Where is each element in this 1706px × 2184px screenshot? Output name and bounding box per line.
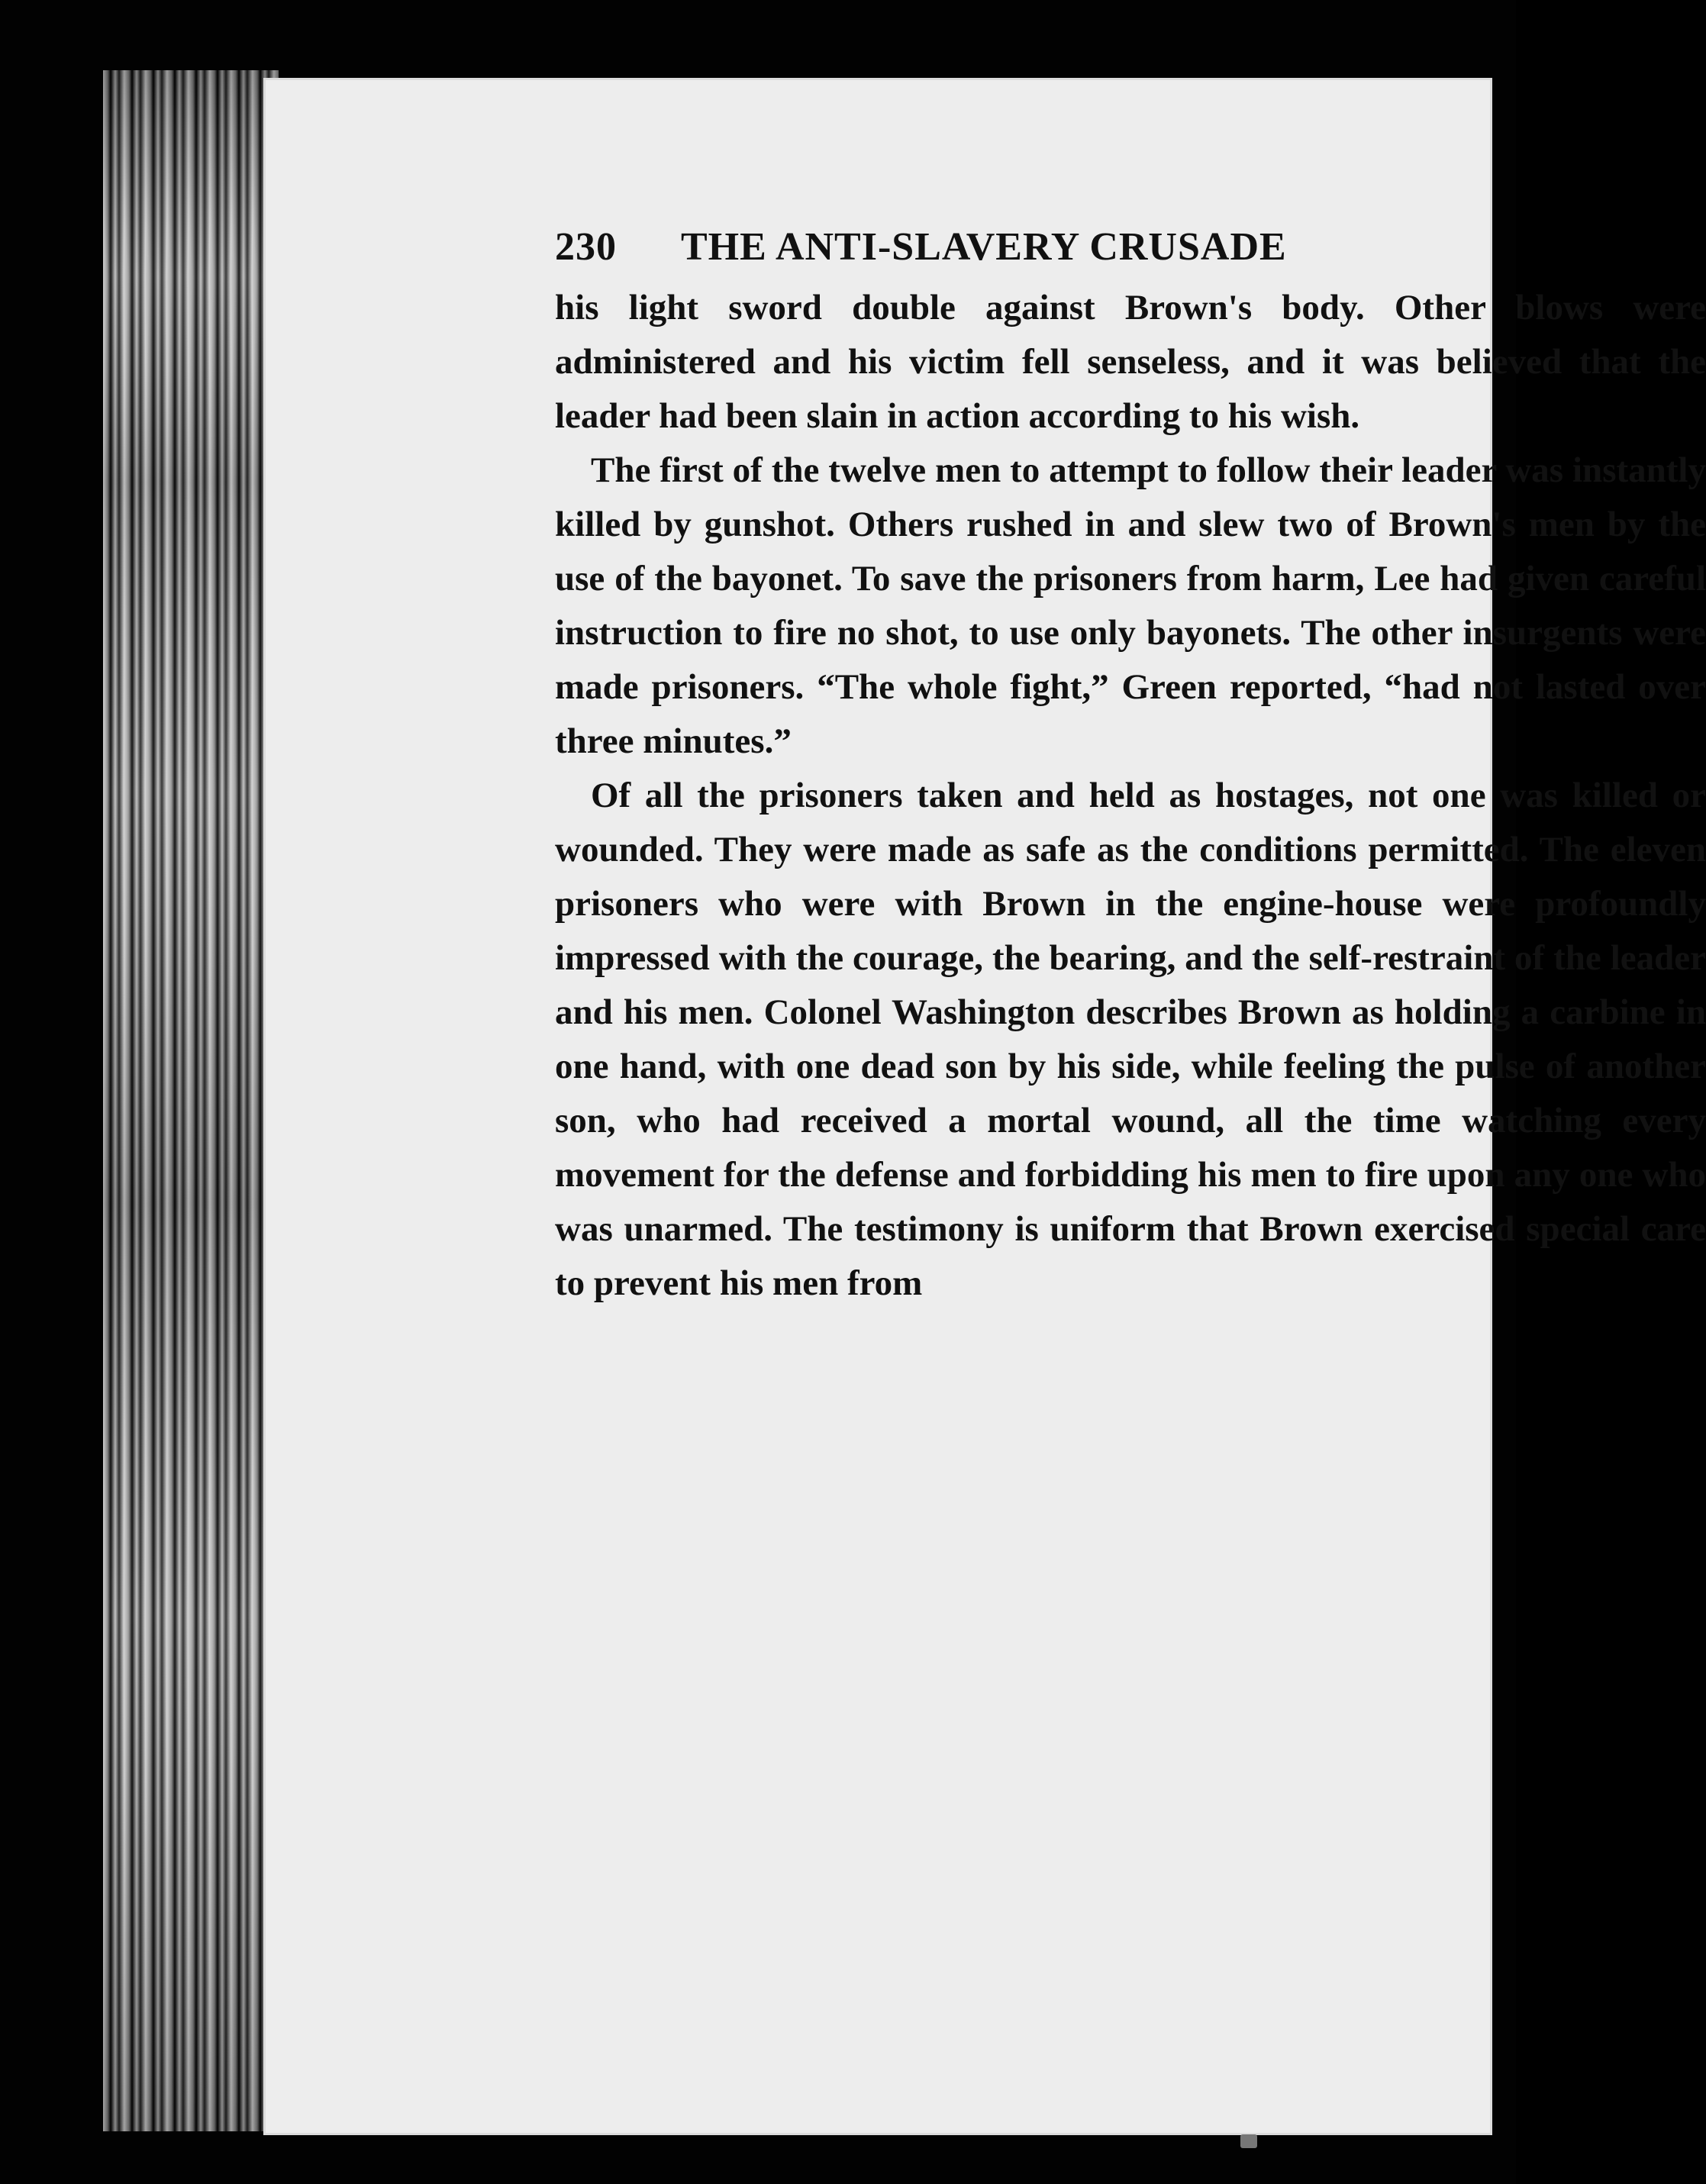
page-number: 230 — [555, 225, 617, 269]
scan-corner-mark — [1240, 2134, 1257, 2148]
book-page-edges — [103, 70, 279, 2131]
book-page — [263, 78, 1706, 2135]
paragraph-2: The first of the twelve men to attempt to follow their leader was instantly killed by gunshot. Others rushed in and slew two of Brown's men by the use of the bayonet. To save the prisoners from harm, Lee had given careful instruction to fire no shot, to use only bayonets. The other insurgents were made prisoners. “The whole fight,” Green reported, “had not lasted over three minutes.” — [555, 450, 1706, 761]
body-text — [555, 281, 1706, 1311]
page-content — [555, 221, 1706, 1311]
paragraph-3: Of all the prisoners taken and held as hostages, not one was killed or wounded. They were made as safe as the conditions permitted. The eleven prisoners who were with Brown in the engine-house were profoundly impressed with the courage, the bearing, and the self-restraint of the leader and his men. Colonel Washington describes Brown as holding a carbine in one hand, with one dead son by his side, while feeling the pulse of another son, who had received a mortal wound, all the time watching every movement for the defense and forbidding his men to fire upon any one who was unarmed. The testimony is uniform that Brown exercised special care to prevent his men from — [555, 775, 1706, 1303]
running-head — [555, 221, 1706, 273]
paragraph-1: his light sword double against Brown's body. Other blows were administered and his victim fell senseless, and it was believed that the leader had been slain in action according to his wish. — [555, 287, 1706, 436]
running-title: THE ANTI-SLAVERY CRUSADE — [681, 225, 1287, 269]
